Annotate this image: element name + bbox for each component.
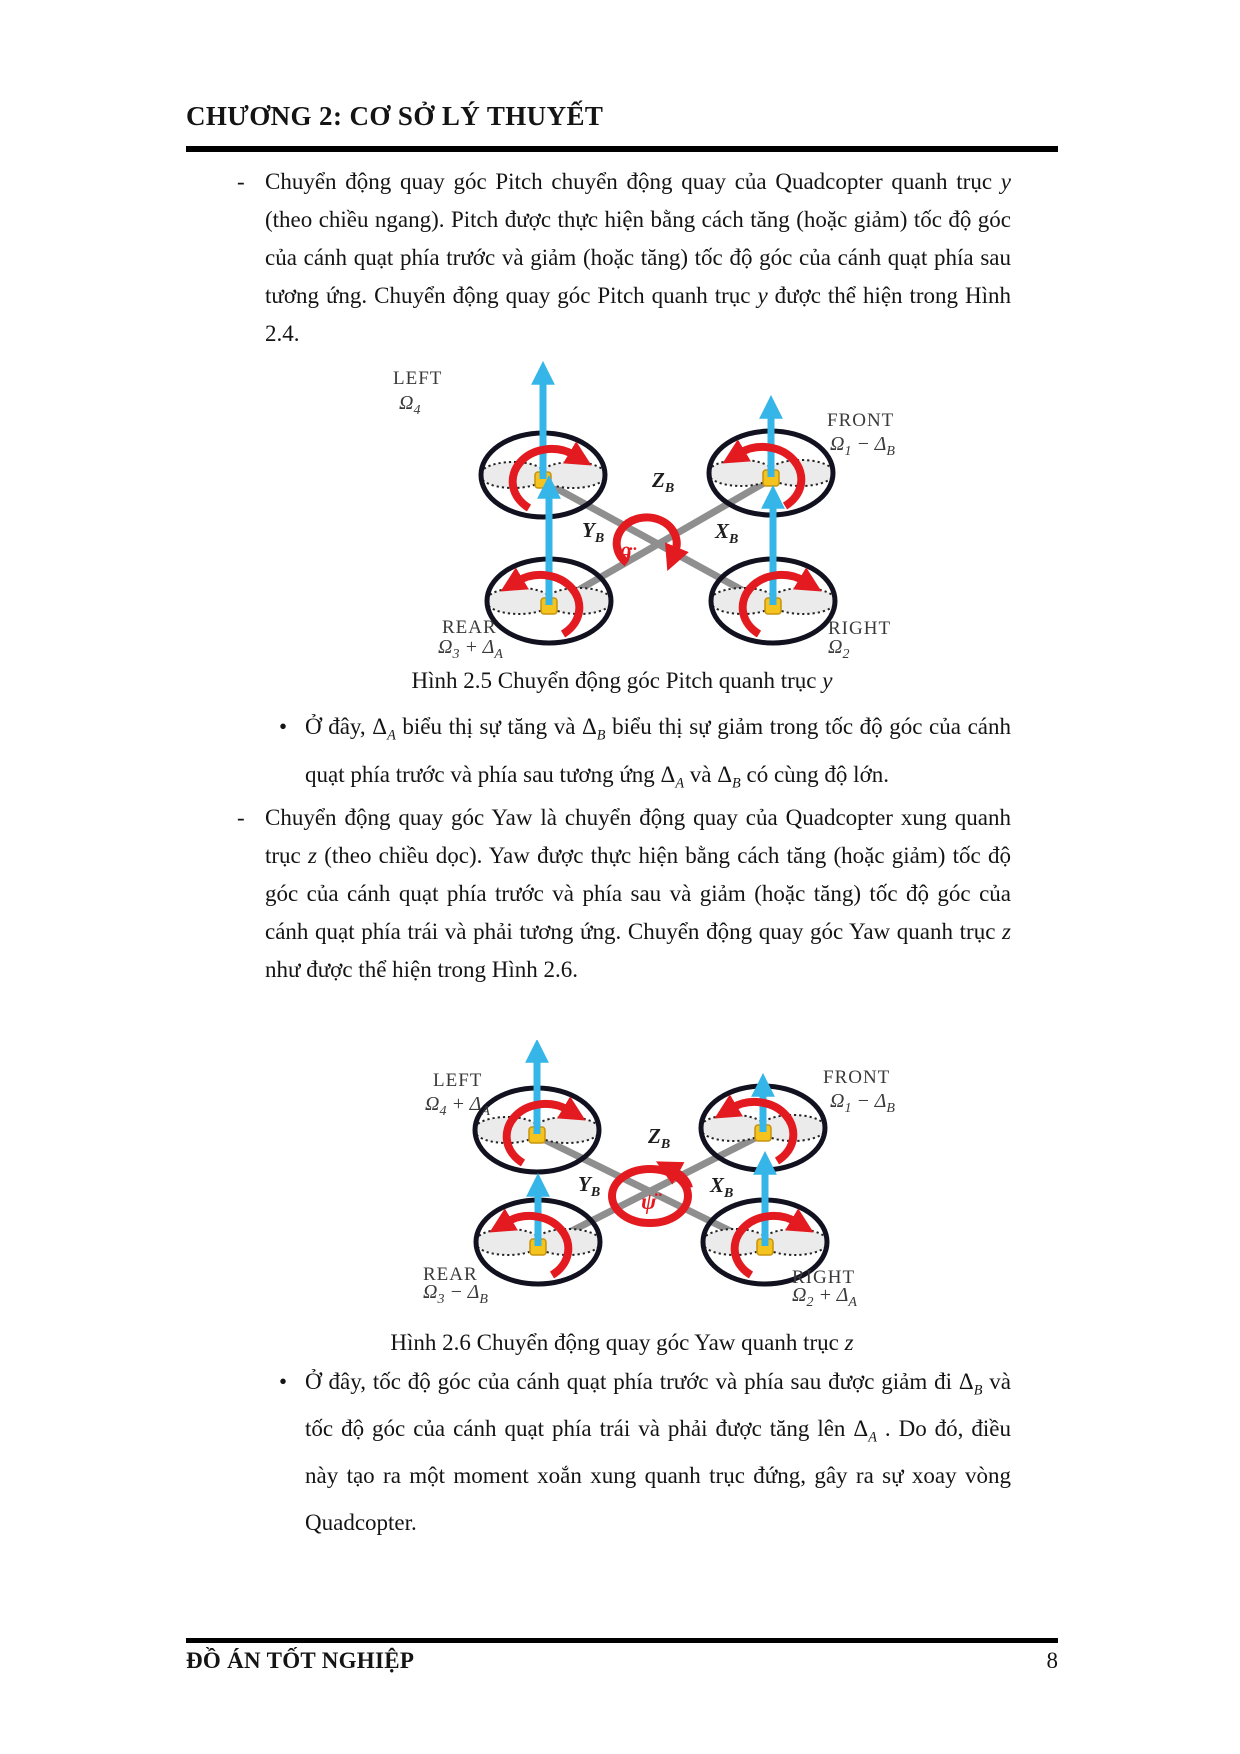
rotor-layer: [480, 380, 836, 643]
rotor-speed-front: $\Omega_1 - \Delta_B$: [830, 1090, 895, 1116]
bullet-yaw-note: [279, 1358, 1011, 1546]
paragraph-pitch-text: Chuyển động quay góc Pitch chuyển động quay của Quadcopter quanh trục y (theo chiều ngang). Pitch được thực hiện bằng cách tăng (hoặc giảm) tốc độ góc của cánh quạt phía trước và giảm (hoặc tăng) tốc độ góc của cánh quạt phía sau tương ứng. Chuyển động quay góc Pitch quanh trục y được thể hiện trong Hình 2.4.: [265, 169, 1011, 346]
rotor-label-right: RIGHT: [828, 618, 892, 639]
header-rule: [186, 146, 1058, 152]
figure-yaw-caption: Hình 2.6 Chuyển động quay góc Yaw quanh trục z: [390, 1330, 854, 1355]
rotor-label-front: FRONT: [823, 1067, 891, 1088]
paragraph-yaw: [237, 799, 1011, 989]
rotor-label-right: RIGHT: [792, 1267, 856, 1288]
rotor-speed-rear: $\Omega_3 - \Delta_B$: [423, 1281, 488, 1307]
dash-marker: -: [237, 169, 245, 194]
dash-marker: -: [237, 805, 245, 830]
rotor-speed-right: $\Omega_2 + \Delta_A$: [792, 1284, 857, 1310]
rotor-label-left: LEFT: [433, 1070, 483, 1091]
rotor-label-left: LEFT: [393, 368, 443, 389]
y-axis-label: $Y_B$: [582, 518, 605, 546]
rotor-label-rear: REAR: [423, 1264, 478, 1285]
bullet-pitch-note: [279, 703, 1011, 799]
bullet-yaw-text: Ở đây, tốc độ góc của cánh quạt phía trước và phía sau được giảm đi $\Delta_B$ và tốc độ góc của cánh quạt phía trái và phải được tăng lên $\Delta_A$ . Do đó, điều này tạo ra một moment xoắn xung quanh trục đứng, gây ra sự xoay vòng Quadcopter.: [305, 1369, 1011, 1535]
yaw-angle-symbol: ψ̈: [641, 1189, 657, 1214]
quadcopter-pitch-diagram: [375, 356, 1015, 662]
paragraph-pitch: [237, 163, 1011, 353]
rotor-speed-left: $\Omega_4 + \Delta_A$: [425, 1093, 490, 1119]
rotor-speed-left: $\Omega_4$: [399, 392, 421, 418]
bullet-pitch-text: Ở đây, $\Delta_A$ biểu thị sự tăng và $\Delta_B$ biểu thị sự giảm trong tốc độ góc của cánh quạt phía trước và phía sau tương ứng $\Delta_A$ và $\Delta_B$ có cùng độ lớn.: [305, 714, 1011, 792]
chapter-heading: CHƯƠNG 2: CƠ SỞ LÝ THUYẾT: [186, 101, 604, 131]
y-axis-label: $Y_B$: [578, 1172, 601, 1200]
bullet-marker: •: [279, 1369, 288, 1394]
rotor-label-front: FRONT: [827, 410, 895, 431]
x-axis-label: $X_B$: [715, 519, 739, 547]
quadcopter-yaw-diagram: [375, 1040, 1015, 1310]
rotor-speed-front: $\Omega_1 - \Delta_B$: [830, 433, 895, 459]
page-number: 8: [1046, 1648, 1058, 1673]
figure-yaw: [375, 1040, 1015, 1315]
rotor-speed-rear: $\Omega_3 + \Delta_A$: [438, 636, 503, 662]
rotor-speed-right: $\Omega_2$: [828, 636, 850, 662]
footer-rule: [186, 1638, 1058, 1643]
x-axis-label: $X_B$: [710, 1173, 734, 1201]
bullet-marker: •: [279, 714, 288, 739]
rotor-layer: [474, 1058, 828, 1284]
pitch-angle-symbol: θ̈: [619, 543, 631, 568]
paragraph-yaw-text: Chuyển động quay góc Yaw là chuyển động quay của Quadcopter xung quanh trục z (theo chiều dọc). Yaw được thực hiện bằng cách tăng (hoặc giảm) tốc độ góc của cánh quạt phía trước và phía sau và giảm (hoặc tăng) tốc độ góc của cánh quạt phía trái và phải tương ứng. Chuyển động quay góc Yaw quanh trục z như được thể hiện trong Hình 2.6.: [265, 805, 1011, 982]
rotor-label-rear: REAR: [442, 617, 497, 638]
footer-title: ĐỒ ÁN TỐT NGHIỆP: [186, 1648, 415, 1673]
z-axis-label: $Z_B$: [648, 1124, 671, 1152]
figure-pitch: [375, 356, 1015, 667]
figure-pitch-caption: Hình 2.5 Chuyển động góc Pitch quanh trục y: [411, 668, 833, 693]
z-axis-label: $Z_B$: [652, 468, 675, 496]
